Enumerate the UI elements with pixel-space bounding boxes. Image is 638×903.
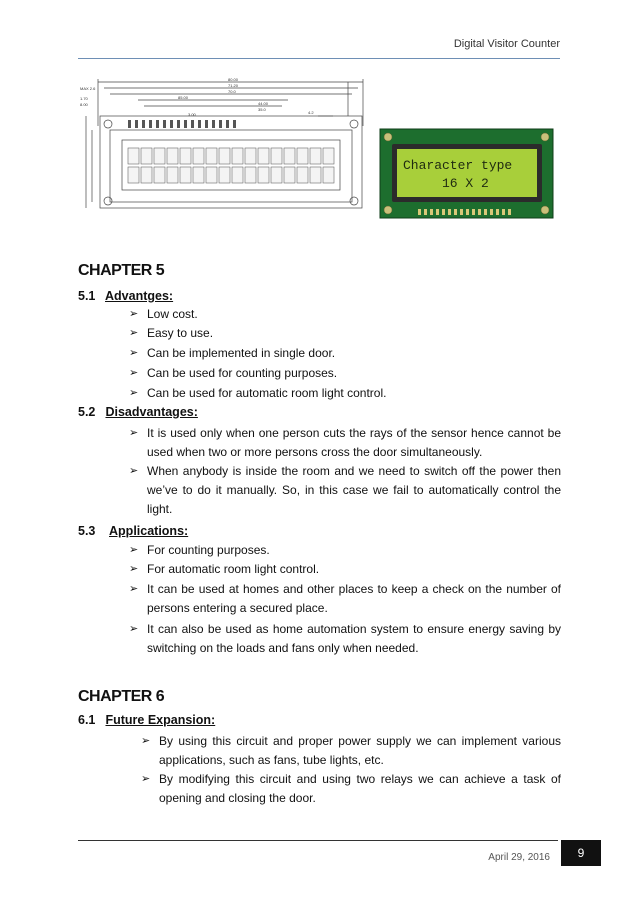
diagram-label: 71.20 xyxy=(228,83,239,88)
list-item: ➢ For automatic room light control. xyxy=(129,560,561,579)
arrow-bullet-icon: ➢ xyxy=(129,327,139,339)
section-number: 5.1 xyxy=(78,289,96,303)
arrow-bullet-icon: ➢ xyxy=(129,347,139,359)
list-item: ➢ Can be implemented in single door. xyxy=(129,344,549,363)
arrow-bullet-icon: ➢ xyxy=(141,735,151,747)
section-number: 6.1 xyxy=(78,713,96,727)
chapter-6-heading: CHAPTER 6 xyxy=(78,688,165,705)
diagram-label: 85.00 xyxy=(178,95,189,100)
section-title: Future Expansion: xyxy=(105,713,216,727)
page-number: 9 xyxy=(561,840,601,866)
list-item: ➢ It is used only when one person cuts the rays of the sensor hence cannot be used when two or more persons cross the door simultaneously. xyxy=(129,426,561,459)
diagram-label: MAX 2.6 xyxy=(80,86,96,91)
diagram-label: 80.00 xyxy=(228,77,239,82)
section-title: Disadvantages: xyxy=(105,405,198,419)
section-title: Applications: xyxy=(109,524,189,538)
section-5-1-heading xyxy=(78,289,173,303)
lcd-text-line-2: 16 X 2 xyxy=(442,176,489,191)
chapter-5-heading: CHAPTER 5 xyxy=(78,262,165,279)
arrow-bullet-icon: ➢ xyxy=(129,583,139,595)
footer-date: April 29, 2016 xyxy=(488,852,550,863)
lcd-module-photo xyxy=(378,127,555,220)
list-item: ➢ When anybody is inside the room and we need to switch off the power then we’ve to do it manually. So, in this case we fail to automatically control the light. xyxy=(129,464,561,516)
arrow-bullet-icon: ➢ xyxy=(129,623,139,635)
header-title: Digital Visitor Counter xyxy=(453,38,560,50)
section-title: Advantges: xyxy=(105,289,174,303)
arrow-bullet-icon: ➢ xyxy=(129,544,139,556)
diagram-label: 3.00 xyxy=(188,112,196,117)
footer-divider xyxy=(78,840,558,841)
diagram-label: 4.2 xyxy=(308,110,314,115)
diagram-label: 35.0 xyxy=(258,107,266,112)
arrow-bullet-icon: ➢ xyxy=(129,367,139,379)
section-5-3-heading xyxy=(78,524,188,538)
diagram-label: 1.70 xyxy=(80,96,88,101)
lcd-dimension-diagram xyxy=(78,76,373,216)
list-item: ➢ It can also be used as home automation system to ensure energy saving by switching on the loads and fans only when needed. xyxy=(129,622,561,655)
diagram-label: 70.0 xyxy=(228,89,236,94)
list-item: ➢ By using this circuit and proper power supply we can implement various applications, such as fans, tube lights, etc. xyxy=(141,734,561,767)
list-item: ➢ Low cost. xyxy=(129,305,549,324)
arrow-bullet-icon: ➢ xyxy=(129,308,139,320)
list-item: ➢ It can be used at homes and other places to keep a check on the number of persons entering a secured place. xyxy=(129,582,561,615)
header-divider xyxy=(78,58,560,59)
list-item: ➢ For counting purposes. xyxy=(129,541,561,560)
arrow-bullet-icon: ➢ xyxy=(141,773,151,785)
list-item: ➢ By modifying this circuit and using two relays we can achieve a task of opening and closing the door. xyxy=(141,772,561,805)
list-item: ➢ Can be used for counting purposes. xyxy=(129,364,549,383)
arrow-bullet-icon: ➢ xyxy=(129,427,139,439)
diagram-label: 44.00 xyxy=(258,101,269,106)
section-number: 5.3 xyxy=(78,524,96,538)
diagram-label: 8.00 xyxy=(80,102,88,107)
section-5-2-heading xyxy=(78,405,198,419)
section-number: 5.2 xyxy=(78,405,96,419)
list-item: ➢ Can be used for automatic room light control. xyxy=(129,384,549,403)
arrow-bullet-icon: ➢ xyxy=(129,465,139,477)
arrow-bullet-icon: ➢ xyxy=(129,387,139,399)
section-6-1-heading xyxy=(78,713,215,727)
lcd-text-line-1: Character type xyxy=(403,158,513,173)
list-item: ➢ Easy to use. xyxy=(129,324,549,343)
arrow-bullet-icon: ➢ xyxy=(129,563,139,575)
